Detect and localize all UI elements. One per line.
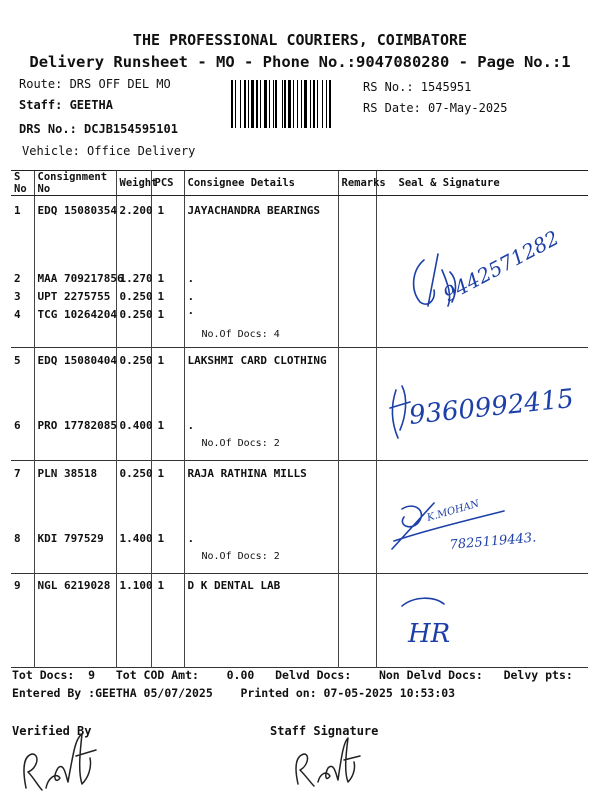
pcs-cell: 1	[157, 419, 165, 432]
pcs-cell: 1	[157, 467, 165, 480]
col-consignee: Consignee Details	[184, 171, 338, 196]
detail-cell: .	[187, 532, 195, 545]
weight-cell: 0.250	[119, 308, 153, 321]
barcode-bar	[240, 80, 241, 128]
totals-line: Tot Docs: 9 Tot COD Amt: 0.00 Delvd Docs: Non Delvd Docs: Delvy pts:	[12, 668, 573, 682]
verifier-signature	[16, 728, 116, 798]
rs-number: RS No.: 1545951	[363, 80, 472, 94]
sno-cell: 1	[14, 204, 21, 217]
detail-cell: .	[187, 272, 195, 285]
table-header-row	[11, 171, 588, 196]
sno-cell: 6	[14, 419, 21, 432]
detail-cell: .	[187, 304, 195, 317]
barcode-bar	[231, 80, 233, 128]
pcs-cell: 1	[157, 290, 165, 303]
consignment-cell: EDQ 15080404	[37, 354, 117, 367]
pcs-cell: 1	[157, 204, 165, 217]
svg-text:K.MOHAN: K.MOHAN	[425, 498, 481, 524]
col-seal-signature: Seal & Signature	[376, 171, 588, 196]
pcs-cell: 1	[157, 308, 165, 321]
sno-cell: 7	[14, 467, 21, 480]
consignment-cell: EDQ 15080354	[37, 204, 117, 217]
sno-cell: 9	[14, 579, 21, 592]
weight-cell: 1.100	[119, 579, 153, 592]
col-weight: Weight	[116, 171, 151, 196]
sno-cell: 3	[14, 290, 21, 303]
entered-printed-line: Entered By :GEETHA 05/07/2025 Printed on: 07-05-2025 10:53:03	[12, 686, 456, 700]
company-title: THE PROFESSIONAL COURIERS, COIMBATORE	[132, 31, 468, 49]
barcode-bar	[310, 80, 311, 128]
weight-cell: 0.250	[119, 290, 153, 303]
barcode-bar	[313, 80, 315, 128]
weight-cell: 1.400	[119, 532, 153, 545]
barcode-bar	[244, 80, 246, 128]
barcode-bar	[326, 80, 327, 128]
barcode-bar	[297, 80, 298, 128]
col-pcs: PCS	[151, 171, 184, 196]
table-row	[11, 574, 588, 668]
barcode-bar	[288, 80, 291, 128]
vehicle-label: Vehicle: Office Delivery	[22, 144, 196, 158]
signature-cell	[380, 348, 586, 460]
barcode-bar	[275, 80, 277, 128]
barcode-bar	[256, 80, 258, 128]
consignment-cell: KDI 797529	[37, 532, 104, 545]
table-row	[11, 461, 588, 574]
barcode-bar	[322, 80, 323, 128]
barcode-bar	[248, 80, 249, 128]
barcode-bar	[260, 80, 261, 128]
barcode-bar	[317, 80, 318, 128]
consignee-name: D K DENTAL LAB	[187, 579, 281, 592]
consignment-cell: UPT 2275755	[37, 290, 111, 303]
pcs-cell: 1	[157, 354, 165, 367]
detail-cell: .	[187, 290, 195, 303]
handwritten-signature	[384, 368, 584, 448]
staff-signature	[290, 732, 370, 792]
pcs-cell: 1	[157, 532, 165, 545]
table-row	[11, 196, 588, 348]
weight-cell: 0.250	[119, 467, 153, 480]
sno-cell: 8	[14, 532, 21, 545]
barcode-bar	[264, 80, 267, 128]
verified-by-label: Verified By	[12, 724, 92, 738]
svg-text:HR: HR	[407, 619, 450, 649]
docs-count: No.Of Docs: 2	[201, 551, 280, 562]
sno-cell: 5	[14, 354, 21, 367]
barcode-bar	[269, 80, 270, 128]
runsheet-subtitle: Delivery Runsheet - MO - Phone No.:9047080280 - Page No.:1	[29, 53, 571, 71]
weight-cell: 0.400	[119, 419, 153, 432]
weight-cell: 2.200	[119, 204, 153, 217]
table-row	[11, 348, 588, 461]
pcs-cell: 1	[157, 579, 165, 592]
handwritten-signature	[394, 590, 474, 660]
remarks-cell	[338, 461, 376, 574]
barcode-bar	[282, 80, 283, 128]
barcode-bar	[251, 80, 254, 128]
svg-text:9442571282: 9442571282	[438, 225, 563, 307]
route-label: Route: DRS OFF DEL MO	[19, 77, 171, 91]
col-sno: S No	[11, 171, 34, 196]
runsheet-table	[11, 170, 588, 668]
consignment-cell: NGL 6219028	[37, 579, 111, 592]
weight-cell: 0.250	[119, 354, 153, 367]
barcode-bar	[329, 80, 331, 128]
barcode-bar	[301, 80, 302, 128]
drs-number: DRS No.: DCJB154595101	[19, 122, 178, 136]
col-consignment: Consignment No	[34, 171, 116, 196]
consignment-cell: TCG 10264204	[37, 308, 117, 321]
sno-cell: 2	[14, 272, 21, 285]
handwritten-signature	[384, 481, 584, 561]
consignee-name: LAKSHMI CARD CLOTHING	[187, 354, 327, 367]
barcode-bar	[293, 80, 294, 128]
detail-cell: .	[187, 419, 195, 432]
rs-date: RS Date: 07-May-2025	[363, 101, 508, 115]
svg-text:9360992415: 9360992415	[407, 383, 575, 431]
barcode-bar	[273, 80, 274, 128]
consignment-cell: MAA 709217856	[37, 272, 124, 285]
handwritten-signature	[398, 210, 568, 320]
consignee-name: RAJA RATHINA MILLS	[187, 467, 307, 480]
consignee-name: JAYACHANDRA BEARINGS	[187, 204, 320, 217]
docs-count: No.Of Docs: 4	[201, 329, 280, 340]
barcode	[231, 80, 354, 128]
remarks-cell	[338, 348, 376, 461]
barcode-bar	[235, 80, 236, 128]
col-remarks: Remarks	[338, 171, 376, 196]
sno-cell: 4	[14, 308, 21, 321]
remarks-cell	[338, 574, 376, 668]
svg-text:7825119443.: 7825119443.	[448, 530, 537, 553]
staff-signature-label: Staff Signature	[270, 724, 379, 738]
weight-cell: 1.270	[119, 272, 153, 285]
pcs-cell: 1	[157, 272, 165, 285]
staff-label: Staff: GEETHA	[19, 98, 113, 112]
docs-count: No.Of Docs: 2	[201, 438, 280, 449]
barcode-bar	[304, 80, 307, 128]
consignment-cell: PRO 17782085	[37, 419, 117, 432]
signature-cell	[380, 461, 586, 573]
remarks-cell	[338, 196, 376, 348]
signature-cell	[380, 574, 586, 667]
signature-cell	[380, 196, 586, 347]
barcode-bar	[284, 80, 286, 128]
consignment-cell: PLN 38518	[37, 467, 98, 480]
